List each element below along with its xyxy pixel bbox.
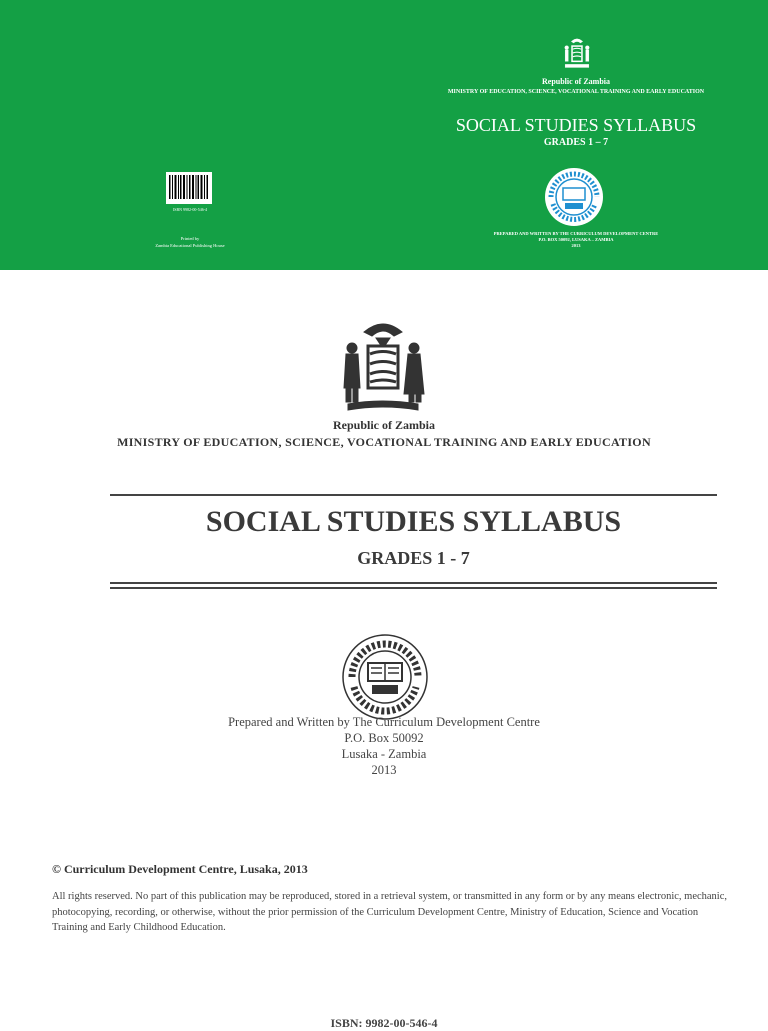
cdc-logo-icon [340, 632, 430, 722]
ministry-label: MINISTRY OF EDUCATION, SCIENCE, VOCATIONAL TRAINING AND EARLY EDUCATION [117, 435, 651, 449]
prepared-line1: Prepared and Written by The Curriculum Development Centre [228, 715, 540, 729]
cover-isbn: ISBN 9982-00-546-4 [172, 207, 208, 212]
rights-paragraph: All rights reserved. No part of this publication may be reproduced, stored in a retrieval system, or transmitted in any form or by any means electronic, mechanic, photocopying, recording, or otherwise, without the prior permission of the Curriculum Development Centre, Ministry of Education, Science and Vocation Training and Early Childhood Education. [52, 891, 727, 933]
cover-prepared-line2: P.O. BOX 50092, LUSAKA – ZAMBIA [538, 237, 614, 242]
cover-prepared [420, 231, 732, 249]
cover-prepared-line3: 2013 [571, 243, 581, 248]
prepared-line3: Lusaka - Zambia [341, 747, 427, 761]
copyright-line: © Curriculum Development Centre, Lusaka, 2013 [52, 862, 308, 876]
document-title: SOCIAL STUDIES SYLLABUS [205, 505, 622, 538]
cover-prepared-line1: PREPARED AND WRITTEN BY THE CURRICULUM DEVELOPMENT CENTRE [493, 231, 659, 236]
document-grades: GRADES 1 - 7 [357, 548, 470, 568]
republic-label: Republic of Zambia [332, 418, 435, 432]
cdc-logo-icon [543, 166, 605, 228]
prepared-line2: P.O. Box 50092 [344, 731, 424, 745]
publisher-name: Zambia Educational Publishing House [155, 243, 225, 248]
cover-title: SOCIAL STUDIES SYLLABUS [455, 115, 697, 135]
isbn-label: ISBN: 9982-00-546-4 [330, 1016, 438, 1030]
cover-republic: Republic of Zambia [541, 77, 610, 86]
coat-of-arms-icon [328, 318, 438, 422]
cover-grades: GRADES 1 – 7 [543, 137, 609, 148]
prepared-by-block [150, 714, 618, 778]
cover-printed-by [110, 235, 270, 249]
title-bottom-rule-2 [110, 587, 717, 589]
prepared-line4: 2013 [371, 763, 397, 777]
cover-ministry: MINISTRY OF EDUCATION, SCIENCE, VOCATIONAL TRAINING AND EARLY EDUCATION [447, 89, 705, 95]
printed-by-label: Printed by [180, 236, 200, 241]
cover-panel [0, 0, 768, 270]
title-top-rule [110, 494, 717, 496]
barcode-icon [166, 172, 212, 204]
title-bottom-rule-1 [110, 582, 717, 584]
coat-of-arms-icon [556, 36, 598, 76]
